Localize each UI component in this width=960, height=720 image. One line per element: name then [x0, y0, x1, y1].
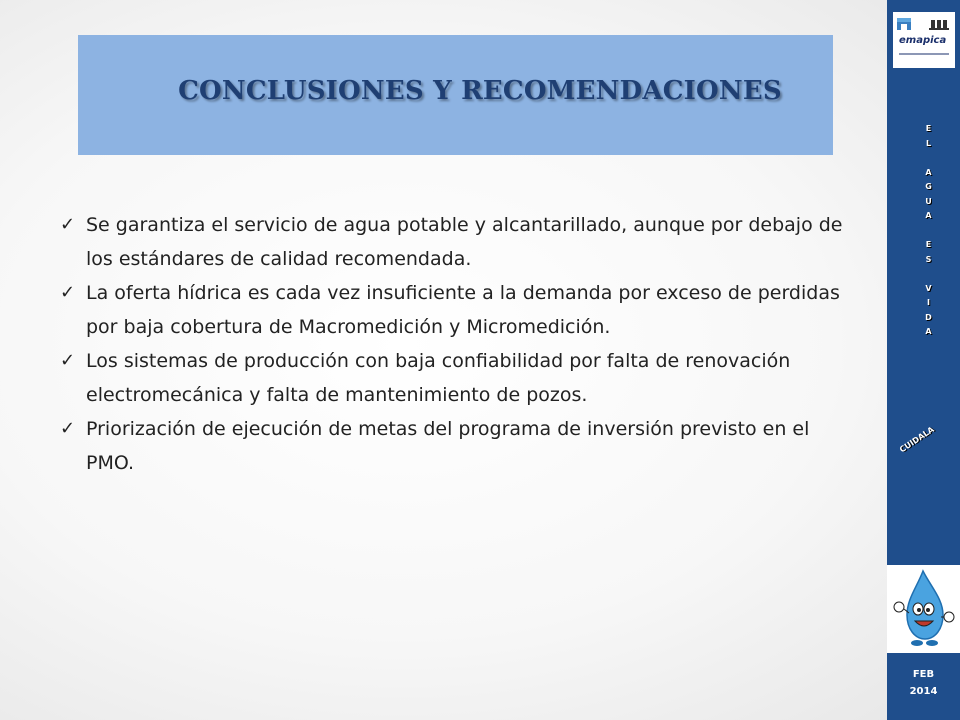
bullet-text: La oferta hídrica es cada vez insuficiente a la demanda por exceso de perdidas por baja cobertura de Macromedición y Micromedición. [86, 282, 840, 338]
slide-title: CONCLUSIONES Y RECOMENDACIONES [178, 76, 782, 106]
slogan-letter: S [925, 254, 932, 264]
slogan-letter: G [925, 182, 932, 191]
company-logo [893, 12, 955, 68]
slogan-letter: L [925, 138, 932, 148]
slogan-letter: A [925, 211, 932, 220]
check-icon: ✓ [60, 350, 76, 371]
slogan-letter [906, 224, 951, 239]
list-item [60, 276, 850, 344]
month-label: FEB [912, 669, 935, 680]
slogan-letter: E [925, 240, 932, 249]
vertical-slogan [906, 122, 951, 340]
bullet-text: Se garantiza el servicio de agua potable y alcantarillado, aunque por debajo de los estándares de calidad recomendada. [86, 214, 843, 270]
slogan-letter: A [925, 327, 932, 336]
slogan-letter: A [925, 167, 932, 177]
check-icon: ✓ [60, 282, 76, 303]
cuidala-label: CUIDALA [898, 424, 936, 455]
slogan-letter [906, 267, 951, 282]
slogan-letter: D [925, 312, 932, 322]
date-label [887, 666, 960, 700]
bullet-text: Los sistemas de producción con baja confiabilidad por falta de renovación electromecánica y falta de mantenimiento de pozos. [86, 350, 791, 406]
list-item [60, 412, 850, 480]
mascot-panel [887, 565, 960, 653]
slogan-letter [906, 151, 951, 166]
check-icon: ✓ [60, 418, 76, 439]
slogan-letter: I [927, 298, 930, 307]
slogan-letter: E [925, 124, 932, 133]
year-label: 2014 [909, 686, 938, 697]
slogan-letter: V [925, 283, 932, 293]
conclusions-list [60, 208, 850, 480]
bullet-text: Priorización de ejecución de metas del programa de inversión previsto en el PMO. [86, 418, 810, 474]
list-item [60, 208, 850, 276]
logo-text: emapica [899, 35, 947, 46]
slogan-letter: U [925, 196, 932, 206]
list-item [60, 344, 850, 412]
water-drop-mascot-icon [887, 565, 960, 653]
check-icon: ✓ [60, 214, 76, 235]
